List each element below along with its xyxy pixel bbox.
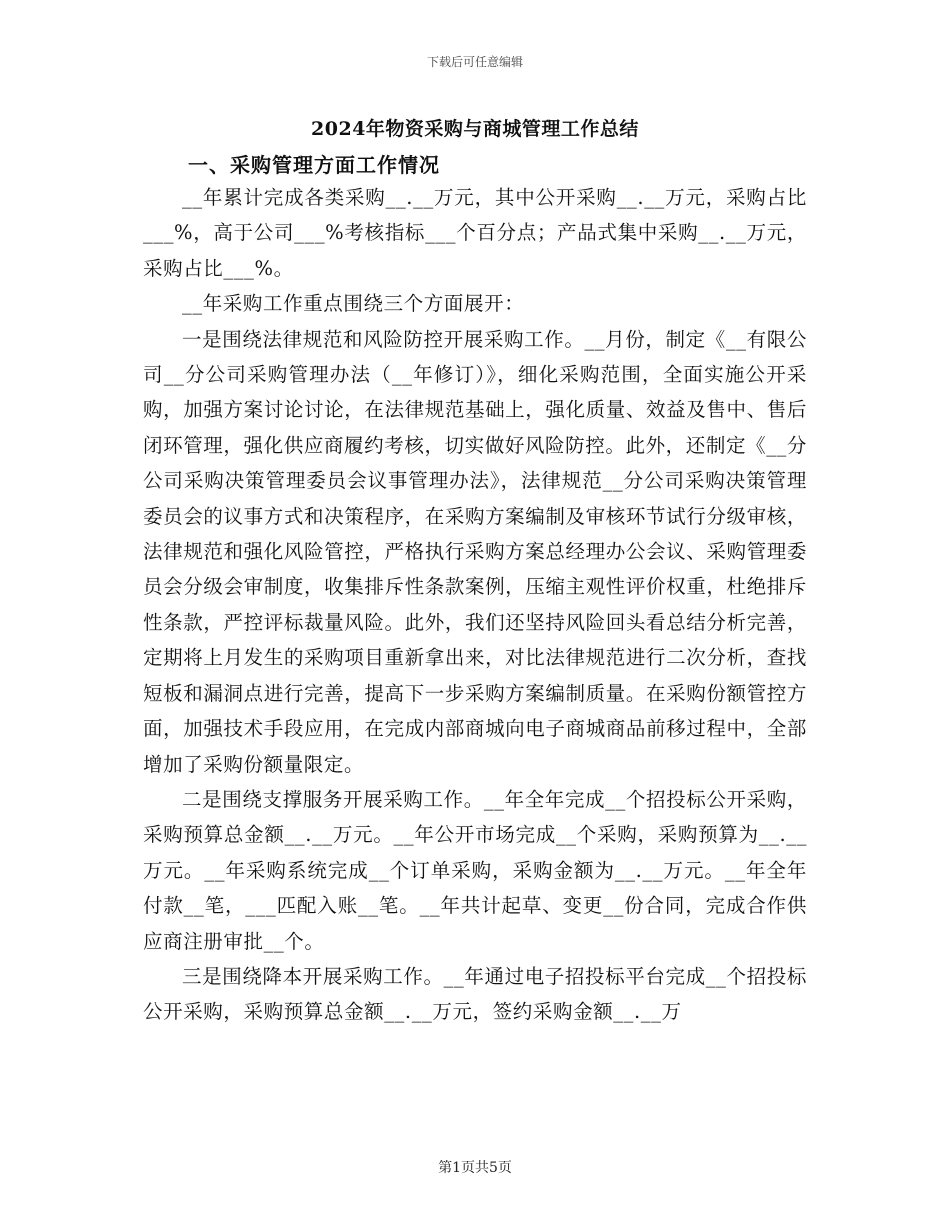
paragraph: __年累计完成各类采购__.__万元，其中公开采购__.__万元，采购占比___%，高于公司___%考核指标___个百分点；产品式集中采购__.__万元，采购占比___%。 bbox=[143, 186, 807, 280]
section-heading: 一、采购管理方面工作情况 bbox=[188, 153, 440, 177]
body-text bbox=[143, 180, 807, 1030]
paragraph: 三是围绕降本开展采购工作。__年通过电子招投标平台完成__个招投标公开采购，采购预算总金额__.__万元，签约采购金额__.__万 bbox=[143, 964, 807, 1024]
paragraph: 一是围绕法律规范和风险防控开展采购工作。__月份，制定《__有限公司__分公司采购管理办法（__年修订）》，细化采购范围，全面实施公开采购，加强方案讨论讨论，在法律规范基础上，强化质量、效益及售中、售后闭环管理，强化供应商履约考核，切实做好风险防控。此外，还制定《__分公司采购决策管理委员会议事管理办法》，法律规范__分公司采购决策管理委员会的议事方式和决策程序，在采购方案编制及审核环节试行分级审核，法律规范和强化风险管控，严格执行采购方案总经理办公会议、采购管理委员会分级会审制度，收集排斥性条款案例，压缩主观性评价权重，杜绝排斥性条款，严控评标裁量风险。此外，我们还坚持风险回头看总结分析完善，定期将上月发生的采购项目重新拿出来，对比法律规范进行二次分析，查找短板和漏洞点进行完善，提高下一步采购方案编制质量。在采购份额管控方面，加强技术手段应用，在完成内部商城向电子商城商品前移过程中，全部增加了采购份额量限定。 bbox=[143, 327, 807, 776]
header-note: 下载后可任意编辑 bbox=[426, 55, 523, 69]
document-title: 2024年物资采购与商城管理工作总结 bbox=[311, 118, 639, 140]
page-indicator: 第1页共5页 bbox=[438, 1160, 512, 1176]
paragraph: 二是围绕支撑服务开展采购工作。__年全年完成__个招投标公开采购，采购预算总金额__.__万元。__年公开市场完成__个采购，采购预算为__.__万元。__年采购系统完成__个订单采购，采购金额为__.__万元。__年全年付款__笔，___匹配入账__笔。__年共计起草、变更__份合同，完成合作供应商注册审批__个。 bbox=[143, 787, 807, 953]
paragraph: __年采购工作重点围绕三个方面展开： bbox=[182, 292, 525, 316]
